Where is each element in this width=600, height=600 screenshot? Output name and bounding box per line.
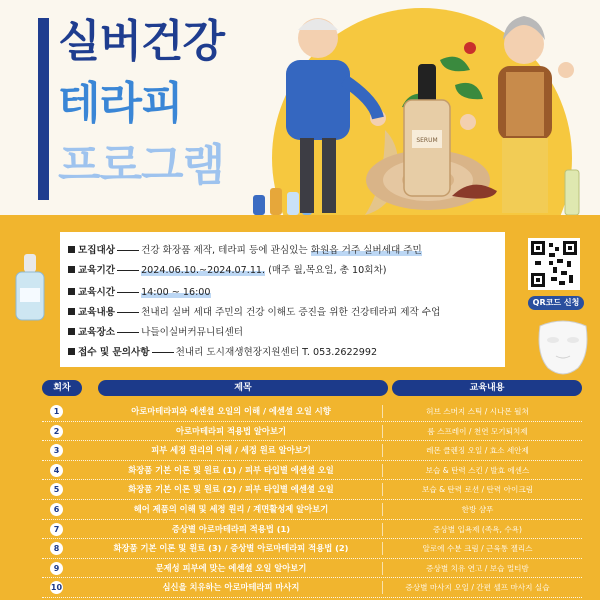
schedule-table <box>42 402 582 598</box>
bullet-square-icon <box>68 288 75 295</box>
bullet-square-icon <box>68 328 75 335</box>
bullet-square-icon <box>68 246 75 253</box>
table-row <box>42 480 582 500</box>
table-row <box>42 402 582 422</box>
session-title: 증상별 아로마테라피 적용법 (1) <box>171 523 291 534</box>
table-row <box>42 461 582 481</box>
info-row-place: 교육장소 나들이실버커뮤니티센터 <box>68 326 243 339</box>
session-title: 아로마테라피 적용법 알아보기 <box>176 425 286 436</box>
hero-illustration <box>0 0 600 215</box>
info-panel <box>60 232 505 367</box>
table-row <box>42 500 582 520</box>
session-title: 문제성 피부에 맞는 에센셜 오일 알아보기 <box>155 562 307 573</box>
bullet-square-icon <box>68 308 75 315</box>
session-number: 6 <box>50 503 63 516</box>
table-row <box>42 578 582 598</box>
qr-code-icon <box>531 241 577 287</box>
info-row-content: 교육내용 천내리 실버 세대 주민의 건강 이해도 증진을 위한 건강테라피 제작 수업 <box>68 306 440 319</box>
session-number: 3 <box>50 444 63 457</box>
bottle-label: SERUM <box>416 137 438 144</box>
info-row-period: 교육기간 2024.06.10.~2024.07.11. (매주 월,목요일, 총 10회차) <box>68 264 386 277</box>
session-content: 증상별 치유 연고 / 보습 멀티밤 <box>382 562 572 575</box>
session-number: 8 <box>50 542 63 555</box>
session-content: 룸 스프레이 / 천연 모기퇴치제 <box>382 425 572 438</box>
header-title: 제목 <box>98 380 388 396</box>
session-content: 알로에 수분 크림 / 근육통 젤리스 <box>382 542 572 555</box>
qr-apply-badge[interactable]: QR코드 신청 <box>528 296 584 310</box>
session-content: 보습 & 탄력 로션 / 탄력 아이크림 <box>382 483 572 496</box>
cream-tube-icon <box>565 170 579 215</box>
table-row <box>42 441 582 461</box>
session-title: 화장품 기본 이론 및 원료 (3) / 증상별 아로마테라피 적용법 (2) <box>113 543 349 554</box>
session-title: 헤어 제품의 이해 및 세정 원리 / 계면활성제 알아보기 <box>133 503 329 514</box>
header-session: 회차 <box>42 380 82 396</box>
session-number: 5 <box>50 483 63 496</box>
session-content: 보습 & 탄력 스킨 / 발효 에센스 <box>382 464 572 477</box>
title-line-3: 프로그램 <box>58 140 225 191</box>
session-number: 4 <box>50 464 63 477</box>
session-number: 2 <box>50 425 63 438</box>
session-content: 한방 샴푸 <box>382 503 572 516</box>
info-row-contact: 접수 및 문의사항 천내리 도시재생현장지원센터 T. 053.2622992 <box>68 346 377 359</box>
session-number: 9 <box>50 562 63 575</box>
session-title: 아로마테라피와 에센셜 오일의 이해 / 에센셜 오일 시향 <box>131 406 331 416</box>
session-number: 7 <box>50 523 63 536</box>
table-row <box>42 539 582 559</box>
session-content: 증상별 마사지 오일 / 간편 셀프 마사지 실습 <box>382 581 572 594</box>
session-number: 1 <box>50 405 63 418</box>
table-row <box>42 422 582 442</box>
session-content: 레몬 클렌징 오일 / 효소 세안제 <box>382 444 572 457</box>
session-title: 화장품 기본 이론 및 원료 (2) / 피부 타입별 에센셜 오일 <box>128 484 334 495</box>
session-title: 심신을 치유하는 아로마테라피 마사지 <box>162 582 300 593</box>
session-title: 피부 세정 원리의 이해 / 세정 원료 알아보기 <box>151 445 311 456</box>
bullet-square-icon <box>68 348 75 355</box>
title-line-2: 테라피 <box>58 78 183 129</box>
serum-bottle-icon <box>404 64 450 196</box>
face-mask-illustration <box>528 318 598 378</box>
info-row-time: 교육시간 14:00 ~ 16:00 <box>68 286 211 299</box>
hero-banner <box>0 0 600 215</box>
session-content: 허브 스머지 스틱 / 시나몬 될쳐 <box>382 405 572 418</box>
title-line-1: 실버건강 <box>58 16 225 67</box>
dropper-bottle-illustration <box>0 250 60 330</box>
bullet-square-icon <box>68 266 75 273</box>
table-row <box>42 559 582 579</box>
session-number: 10 <box>50 583 63 593</box>
header-content: 교육내용 <box>392 380 582 396</box>
session-title: 화장품 기본 이론 및 원료 (1) / 피부 타입별 에센셜 오일 <box>128 464 334 475</box>
table-row <box>42 520 582 540</box>
info-row-target: 모집대상 건강 화장품 제작, 테라피 등에 관심있는 화원읍 거주 실버세대 주민 <box>68 244 422 257</box>
session-content: 증상별 입욕제 (족욕, 수욕) <box>382 523 572 536</box>
qr-code[interactable] <box>528 238 580 290</box>
